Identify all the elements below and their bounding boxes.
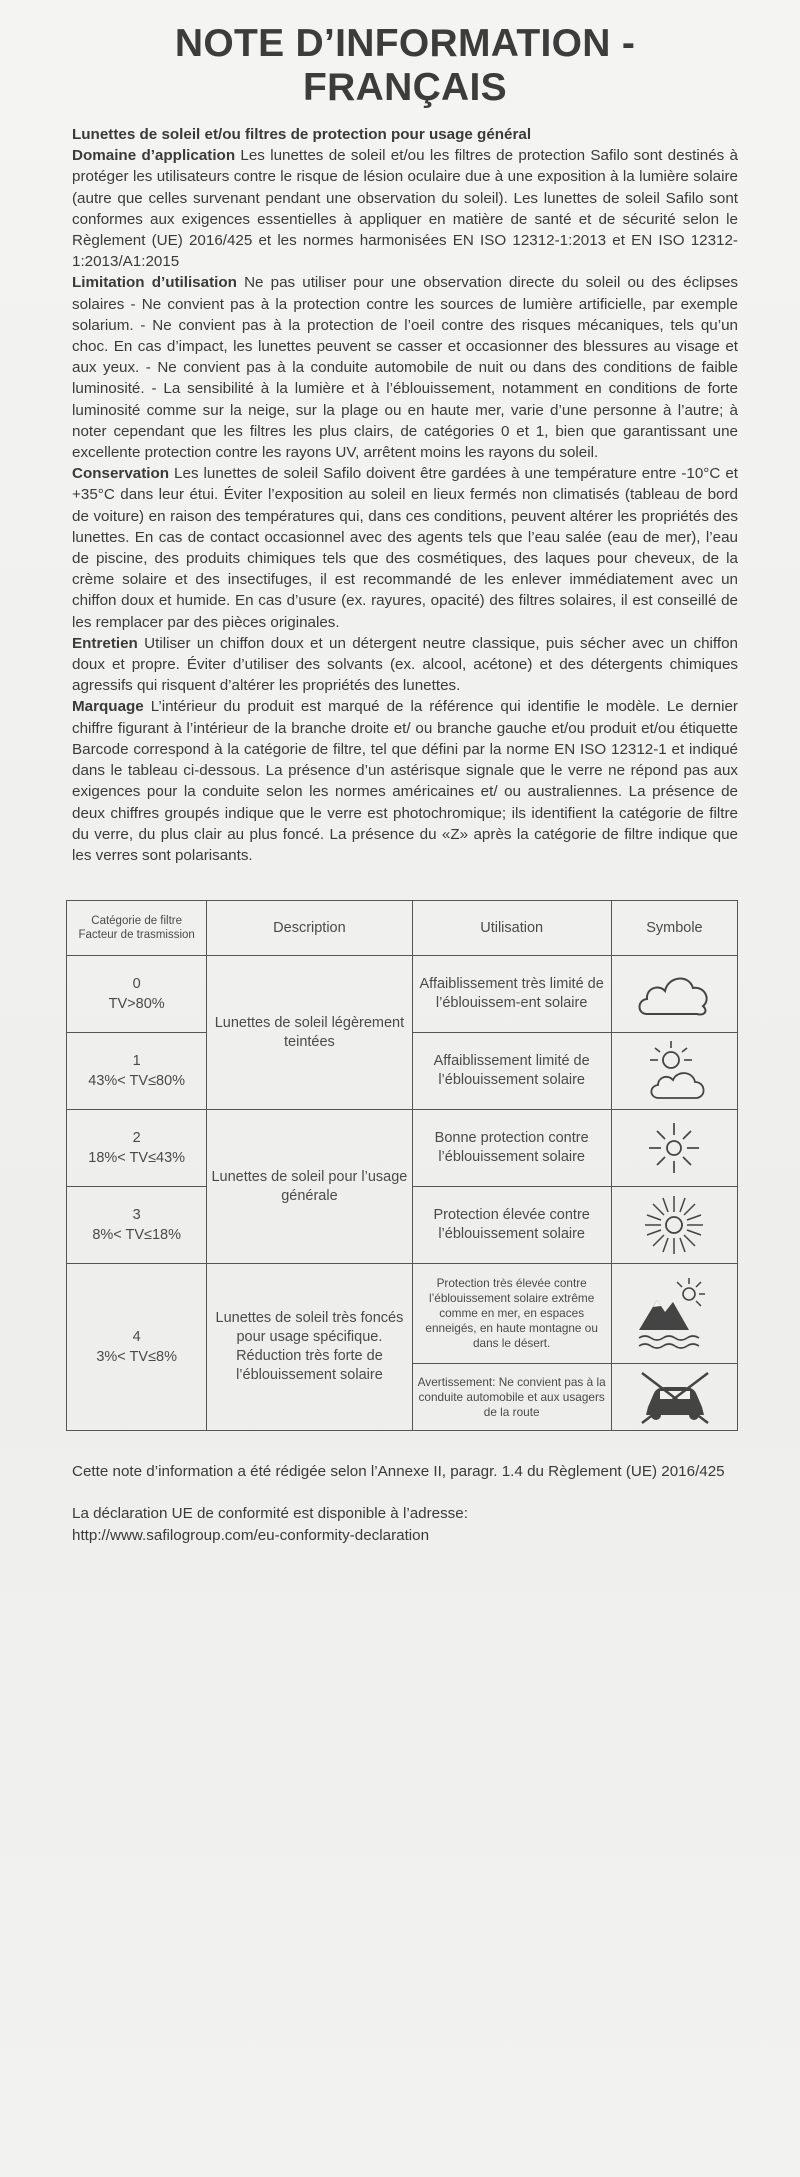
utilisation-cell: Affaiblissement très limité de l’éblouissem-ent solaire [412,956,611,1033]
section-marquage [72,696,738,866]
declaration-label: La déclaration UE de conformité est disponible à l’adresse: [72,1505,468,1523]
category-cell [67,1033,207,1110]
transmission-value: 3%< TV≤8% [96,1349,177,1366]
section-conservation [72,463,738,633]
section-label: Conservation [72,465,170,483]
strong-sun-icon [633,1192,715,1258]
section-label: Marquage [72,698,144,716]
header-category-line1: Catégorie de filtre [91,915,183,928]
category-cell [67,1110,207,1187]
transmission-value: 18%< TV≤43% [88,1150,186,1167]
table-row [67,1264,738,1364]
section-limitation [72,272,738,463]
symbol-cell [611,1110,737,1187]
symbol-cell [611,1264,737,1364]
transmission-value: TV>80% [108,996,165,1013]
category-number: 0 [132,976,141,993]
section-text: Utiliser un chiffon doux et un détergent neutre classique, puis sécher avec un chiffon doux et propre. Éviter d’utiliser des solvants (ex. alcool, acétone) et des détergents chimiques agressifs qui risquent d’altérer les propriétés des lunettes. [72,634,738,695]
description-cell: Lunettes de soleil pour l’usage générale [207,1110,412,1264]
section-text: Les lunettes de soleil et/ou les filtres de protection Safilo sont destinés à protéger les utilisateurs contre le risque de lésion oculaire due à une exposition à la lumière solaire (autre que celles survenant pendant une observation du soleil). Les lunettes de soleil Safilo sont conformes aux exigences essentielles à appliquer en matière de santé et de sécurité selon le Règlement (UE) 2016/425 et les normes harmonisées EN ISO 12312-1:2013 et EN ISO 12312-1:2013/A1:2015 [72,147,738,271]
table-row [67,1110,738,1187]
description-cell: Lunettes de soleil légèrement teintées [207,956,412,1110]
header-category [67,901,207,956]
category-cell [67,1187,207,1264]
utilisation-cell: Bonne protection contre l’éblouissement solaire [412,1110,611,1187]
utilisation-cell: Affaiblissement limité de l’éblouissement solaire [412,1033,611,1110]
cloud-icon [633,966,715,1022]
symbol-cell [611,1364,737,1431]
declaration-url[interactable]: http://www.safilogroup.com/eu-conformity-declaration [72,1527,430,1545]
header-utilisation: Utilisation [412,901,611,956]
category-number: 2 [132,1130,141,1147]
table-header-row [67,901,738,956]
section-text: Les lunettes de soleil Safilo doivent être gardées à une température entre -10°C et +35°C dans leur étui. Éviter l’exposition au soleil en lieux fermés non climatisés (tableau de bord de voiture) en raison des températures qui, dans ces conditions, peuvent altérer les propriétés des lunettes. En cas de contact occasionnel avec des agents tels que l’eau salée (eau de mer), l’eau de piscine, des produits chimiques tels que des cosmétiques, des laques pour cheveux, de la crème solaire et des insectifuges, il est recommandé de les enlever immédiatement avec un chiffon doux et humide. En cas d’usure (ex. rayures, opacité) des filtres solaires, il est conseillé de les remplacer par des pièces originales. [72,465,738,631]
sun-icon [633,1117,715,1179]
category-number: 4 [132,1329,141,1346]
table-row [67,956,738,1033]
header-symbole: Symbole [611,901,737,956]
filter-category-table [66,900,738,1431]
category-number: 3 [132,1207,141,1224]
description-cell: Lunettes de soleil très foncés pour usage spécifique. Réduction très forte de l’éblouissement solaire [207,1264,412,1431]
category-cell [67,1264,207,1431]
category-number: 1 [132,1053,141,1070]
symbol-cell [611,1033,737,1110]
warning-cell: Avertissement: Ne convient pas à la conduite automobile et aux usagers de la route [412,1364,611,1431]
symbol-cell [611,1187,737,1264]
utilisation-cell: Protection très élevée contre l’éblouissement solaire extrême comme en mer, en espaces enneigés, en haute montagne ou dans le désert. [412,1264,611,1364]
regulation-note: Cette note d’information a été rédigée selon l’Annexe II, paragr. 1.4 du Règlement (UE) 2016/425 [72,1463,725,1481]
section-label: Domaine d’application [72,147,236,165]
sun-cloud-icon [633,1038,715,1104]
no-driving-icon [632,1369,716,1425]
header-category-line2: Facteur de trasmission [78,929,195,942]
section-label: Entretien [72,634,138,652]
mountain-sun-icon [631,1272,717,1356]
section-domaine [72,145,738,272]
page-title: NOTE D’INFORMATION - FRANÇAIS [174,22,636,109]
transmission-value: 43%< TV≤80% [88,1073,186,1090]
section-text: Ne pas utiliser pour une observation directe du soleil ou des éclipses solaires - Ne convient pas à la protection contre les sources de lumière artificielle, par exemple solarium. - Ne convient pas à la protection de l’oeil contre des risques mécaniques, tels qu’un choc. En cas d’impact, les lunettes peuvent se casser et occasionner des blessures au visage et aux yeux. - Ne convient pas à la conduite automobile de nuit ou dans des conditions de faible luminosité. - La sensibilité à la lumière et à l’éblouissement, notamment en conditions de forte luminosité comme sur la neige, sur la plage ou en haute mer, varie d’une personne à l’autre; à noter cependant que les filtres les plus clairs, de catégories 0 et 1, bien que garantissant une excellente protection contre les rayons UV, arrêtent moins les rayons du soleil. [72,274,738,462]
transmission-value: 8%< TV≤18% [92,1227,182,1244]
declaration [72,1503,738,1547]
subtitle: Lunettes de soleil et/ou filtres de protection pour usage général [72,126,532,143]
symbol-cell [611,956,737,1033]
utilisation-cell: Protection élevée contre l’éblouissement solaire [412,1187,611,1264]
section-entretien [72,633,738,697]
category-cell [67,956,207,1033]
section-text: L’intérieur du produit est marqué de la référence qui identifie le modèle. Le dernier chiffre figurant à l’intérieur de la branche droite et/ ou branche gauche et/ou produit et/ou étiquette Barcode correspond à la catégorie de filtre, tel que défini par la norme EN ISO 12312-1 et indiqué dans le tableau ci-dessous. La présence d’un astérisque signale que le verre ne répond pas aux exigences pour la conduite selon les normes américaines et/ ou australiennes. La présence de deux chiffres groupés indique que le verre est photochromique; ils identifient la catégorie de filtre du verre, du plus clair au plus foncé. La présence du «Z» après la catégorie de filtre indique que les verres sont polarisants. [72,698,738,864]
header-description: Description [207,901,412,956]
footer [72,1461,738,1547]
body-text [72,124,738,866]
section-label: Limitation d’utilisation [72,274,237,292]
